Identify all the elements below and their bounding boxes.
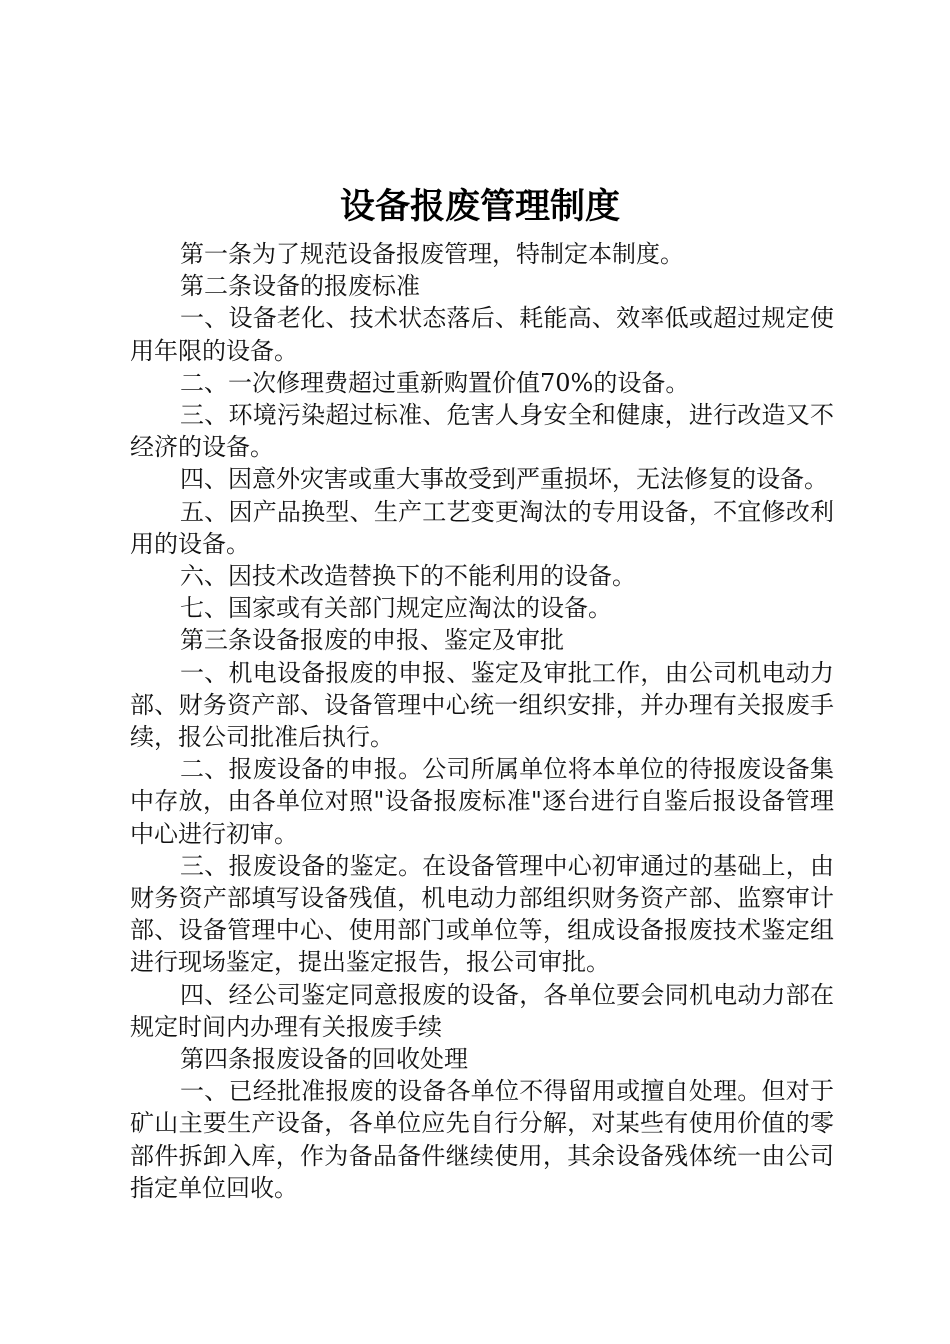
paragraph-approval-1: 一、机电设备报废的申报、鉴定及审批工作，由公司机电动力部、财务资产部、设备管理中心统一组织安排，并办理有关报废手续，报公司批准后执行。: [130, 658, 834, 752]
paragraph-article-1: 第一条为了规范设备报废管理，特制定本制度。: [180, 240, 684, 268]
paragraph-criteria-6: 六、因技术改造替换下的不能利用的设备。: [180, 562, 636, 591]
paragraph-recycling-1: 一、已经批准报废的设备各单位不得留用或擅自处理。但对于矿山主要生产设备，各单位应先自行分解，对某些有使用价值的零部件拆卸入库，作为备品备件继续使用，其余设备残体统一由公司指定单位回收。: [130, 1077, 834, 1202]
paragraph-approval-2: 二、报废设备的申报。公司所属单位将本单位的待报废设备集中存放，由各单位对照"设备报废标准"逐台进行自鉴后报设备管理中心进行初审。: [130, 755, 834, 848]
paragraph-criteria-5: 五、因产品换型、生产工艺变更淘汰的专用设备，不宜修改利用的设备。: [130, 497, 834, 558]
paragraph-article-2-heading: 第二条设备的报废标准: [180, 272, 420, 301]
document-title: 设备报废管理制度: [339, 187, 620, 227]
paragraph-criteria-1: 一、设备老化、技术状态落后、耗能高、效率低或超过规定使用年限的设备。: [130, 304, 834, 365]
paragraph-criteria-4: 四、因意外灾害或重大事故受到严重损坏，无法修复的设备。: [180, 465, 828, 494]
paragraph-criteria-3: 三、环境污染超过标准、危害人身安全和健康，进行改造又不经济的设备。: [130, 401, 834, 462]
paragraph-approval-4: 四、经公司鉴定同意报废的设备，各单位要会同机电动力部在规定时间内办理有关报废手续: [130, 980, 834, 1041]
paragraph-approval-3: 三、报废设备的鉴定。在设备管理中心初审通过的基础上，由财务资产部填写设备残值，机电动力部组织财务资产部、监察审计部、设备管理中心、使用部门或单位等，组成设备报废技术鉴定组进行现场鉴定，提出鉴定报告，报公司审批。: [130, 851, 834, 977]
document-body: [130, 238, 834, 1204]
paragraph-article-3-heading: 第三条设备报废的申报、鉴定及审批: [180, 626, 564, 655]
paragraph-criteria-2: 二、一次修理费超过重新购置价值70%的设备。: [180, 368, 690, 397]
paragraph-article-4-heading: 第四条报废设备的回收处理: [180, 1045, 468, 1074]
paragraph-criteria-7: 七、国家或有关部门规定应淘汰的设备。: [180, 594, 612, 623]
